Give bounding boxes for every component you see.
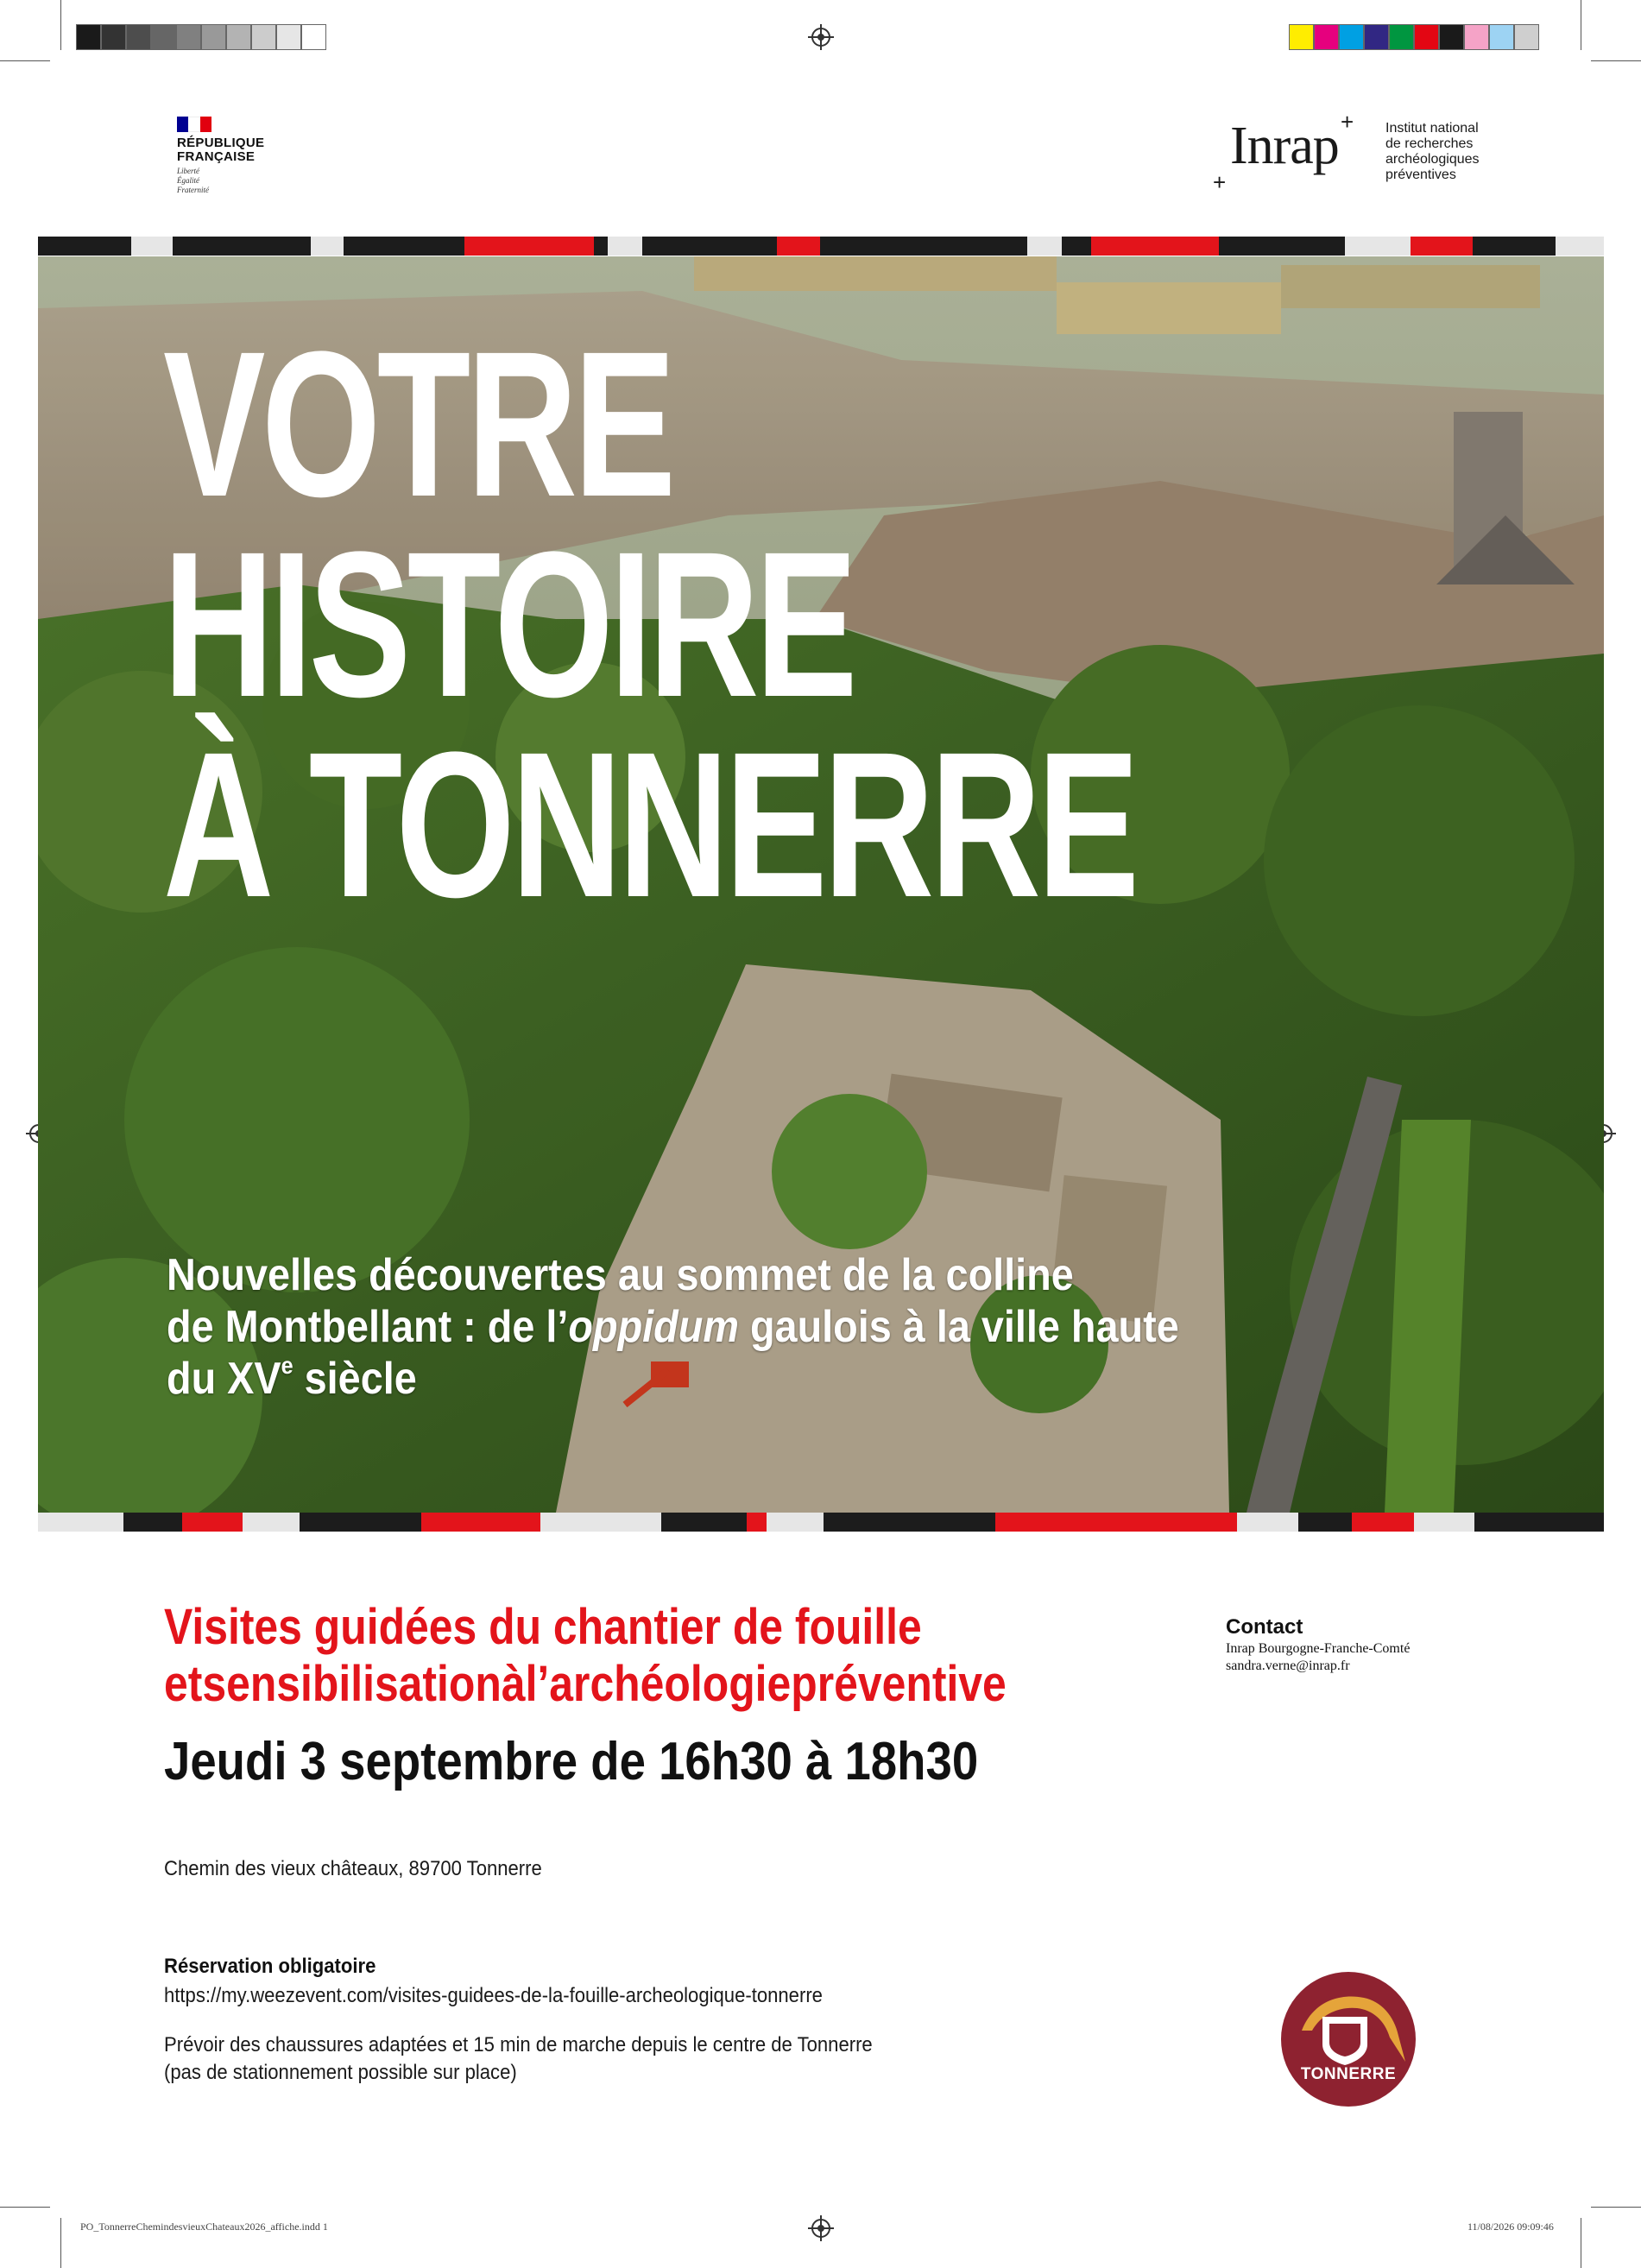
bar-segment: [1411, 237, 1473, 256]
hero-subtitle-line-1: Nouvelles découvertes au sommet de la colline: [167, 1250, 1074, 1300]
hero-subtitle-line-2: [167, 1301, 1179, 1353]
bar-segment: [777, 237, 820, 256]
bar-segment: [421, 1513, 540, 1532]
hero-subtitle-line-3: [167, 1353, 1179, 1405]
bar-segment: [38, 1513, 123, 1532]
crop-mark-tl-v: [60, 0, 61, 50]
grey-swatch: [76, 24, 101, 50]
practical-note: [164, 2031, 873, 2087]
color-swatch: [1489, 24, 1514, 50]
color-swatch: [1439, 24, 1464, 50]
motto-fraternite: Fraternité: [177, 186, 209, 194]
bar-segment: [1474, 1513, 1604, 1532]
plus-icon-bottom-left: +: [1213, 169, 1227, 195]
inrap-subtitle-line: de recherches: [1385, 136, 1474, 151]
inrap-subtitle-line: préventives: [1385, 167, 1456, 182]
event-date: Jeudi 3 septembre de 16h30 à 18h30: [164, 1732, 979, 1791]
grey-swatch: [301, 24, 326, 50]
bar-segment: [540, 1513, 661, 1532]
subtitle-superscript: e: [281, 1352, 293, 1379]
color-swatch: [1389, 24, 1414, 50]
republique-motto: [177, 167, 281, 195]
hero-title: [163, 308, 1136, 940]
subtitle-text: de Montbellant : de l’: [167, 1302, 569, 1352]
reservation-title: Réservation obligatoire: [164, 1955, 376, 1978]
flag-white: [188, 117, 199, 132]
color-calibration-strip: [1289, 24, 1539, 50]
color-swatch: [1514, 24, 1539, 50]
bar-segment: [1345, 237, 1411, 256]
motto-liberte: Liberté: [177, 167, 199, 175]
inrap-wordmark: Inrap: [1230, 117, 1339, 175]
top-decorative-bar: [38, 237, 1604, 256]
bar-segment: [1091, 237, 1219, 256]
bar-segment: [300, 1513, 420, 1532]
crop-mark-bl-v: [60, 2218, 61, 2268]
tonnerre-label: TONNERRE: [1300, 2065, 1397, 2083]
grey-swatch: [251, 24, 276, 50]
bar-segment: [608, 237, 642, 256]
bar-segment: [820, 237, 1027, 256]
hero-title-line-3: À TONNERRE: [163, 709, 1136, 940]
bar-segment: [824, 1513, 995, 1532]
grey-swatch: [276, 24, 301, 50]
crop-mark-br-h: [1591, 2207, 1641, 2208]
contact-email[interactable]: sandra.verne@inrap.fr: [1226, 1658, 1350, 1673]
grey-swatch: [226, 24, 251, 50]
bar-segment: [173, 237, 311, 256]
bar-segment: [747, 1513, 767, 1532]
republique-francaise-logo: [177, 117, 281, 195]
bar-segment: [594, 237, 608, 256]
grey-swatch: [176, 24, 201, 50]
visits-headline-line-1: Visites guidées du chantier de fouille: [164, 1599, 922, 1655]
subtitle-text: siècle: [293, 1354, 417, 1404]
color-swatch: [1464, 24, 1489, 50]
registration-mark-bottom: [811, 2219, 830, 2238]
tonnerre-town-logo: [1278, 1968, 1419, 2110]
inrap-logo: [1213, 111, 1498, 197]
bar-segment: [767, 1513, 824, 1532]
bottom-decorative-bar: [38, 1513, 1604, 1532]
bar-segment: [1298, 1513, 1353, 1532]
visits-headline-line-2: etsensibilisationàl’archéologiepréventive: [164, 1656, 1007, 1712]
republique-name-line-1: RÉPUBLIQUE: [177, 136, 265, 150]
hero-subtitle: [167, 1249, 1179, 1405]
bar-segment: [661, 1513, 747, 1532]
practical-note-line-2: (pas de stationnement possible sur place): [164, 2061, 517, 2084]
registration-mark-top: [811, 28, 830, 47]
inrap-subtitle: [1385, 121, 1480, 183]
grey-calibration-strip: [76, 24, 326, 50]
bar-segment: [1414, 1513, 1474, 1532]
republique-name-line-2: FRANÇAISE: [177, 149, 256, 164]
contact-block: [1226, 1614, 1410, 1675]
practical-note-line-1: Prévoir des chaussures adaptées et 15 min de marche depuis le centre de Tonnerre: [164, 2033, 873, 2056]
bar-segment: [311, 237, 344, 256]
motto-egalite: Égalité: [177, 176, 199, 185]
bar-segment: [642, 237, 777, 256]
bar-segment: [38, 237, 131, 256]
emblem-shield-inner: [1329, 2024, 1360, 2056]
plus-icon-top-right: +: [1341, 109, 1354, 135]
marianne-flag-icon: [177, 117, 211, 132]
hero-title-line-2: HISTOIRE: [163, 509, 855, 740]
inrap-subtitle-line: Institut national: [1385, 121, 1479, 136]
bar-segment: [1556, 237, 1604, 256]
subtitle-text: gaulois à la ville haute: [738, 1302, 1179, 1352]
color-swatch: [1339, 24, 1364, 50]
subtitle-italic-oppidum: oppidum: [568, 1302, 739, 1352]
bar-segment: [243, 1513, 300, 1532]
reservation-link[interactable]: https://my.weezevent.com/visites-guidees-de-la-fouille-archeologique-tonnerre: [164, 1984, 823, 2007]
visits-headline: [164, 1599, 1007, 1713]
bar-segment: [131, 237, 173, 256]
color-swatch: [1314, 24, 1339, 50]
flag-red: [200, 117, 211, 132]
bar-segment: [464, 237, 594, 256]
inrap-subtitle-line: archéologiques: [1385, 152, 1480, 167]
bar-segment: [182, 1513, 243, 1532]
flag-blue: [177, 117, 188, 132]
grey-swatch: [101, 24, 126, 50]
contact-org: Inrap Bourgogne-Franche-Comté: [1226, 1641, 1411, 1656]
grey-swatch: [126, 24, 151, 50]
color-swatch: [1364, 24, 1389, 50]
color-swatch: [1414, 24, 1439, 50]
crop-mark-tl-h: [0, 60, 50, 61]
bar-segment: [1352, 1513, 1414, 1532]
bar-segment: [1237, 1513, 1297, 1532]
bar-segment: [1473, 237, 1556, 256]
grey-swatch: [151, 24, 176, 50]
file-timestamp: 11/08/2026 09:09:46: [1467, 2221, 1554, 2233]
bar-segment: [344, 237, 464, 256]
tonnerre-emblem-icon: [1278, 1968, 1419, 2110]
bar-segment: [1219, 237, 1345, 256]
hero-aerial-photo: [38, 256, 1604, 1513]
crop-mark-bl-h: [0, 2207, 50, 2208]
bar-segment: [1062, 237, 1091, 256]
file-slug: PO_TonnerreChemindesvieuxChateaux2026_affiche.indd 1: [80, 2221, 328, 2233]
color-swatch: [1289, 24, 1314, 50]
event-address: Chemin des vieux châteaux, 89700 Tonnerre: [164, 1857, 542, 1880]
crop-mark-tr-h: [1591, 60, 1641, 61]
bar-segment: [1027, 237, 1062, 256]
subtitle-text: du XV: [167, 1354, 281, 1404]
hero-title-line-1: VOTRE: [163, 308, 672, 540]
bar-segment: [995, 1513, 1238, 1532]
contact-title: Contact: [1226, 1615, 1303, 1639]
grey-swatch: [201, 24, 226, 50]
bar-segment: [123, 1513, 182, 1532]
